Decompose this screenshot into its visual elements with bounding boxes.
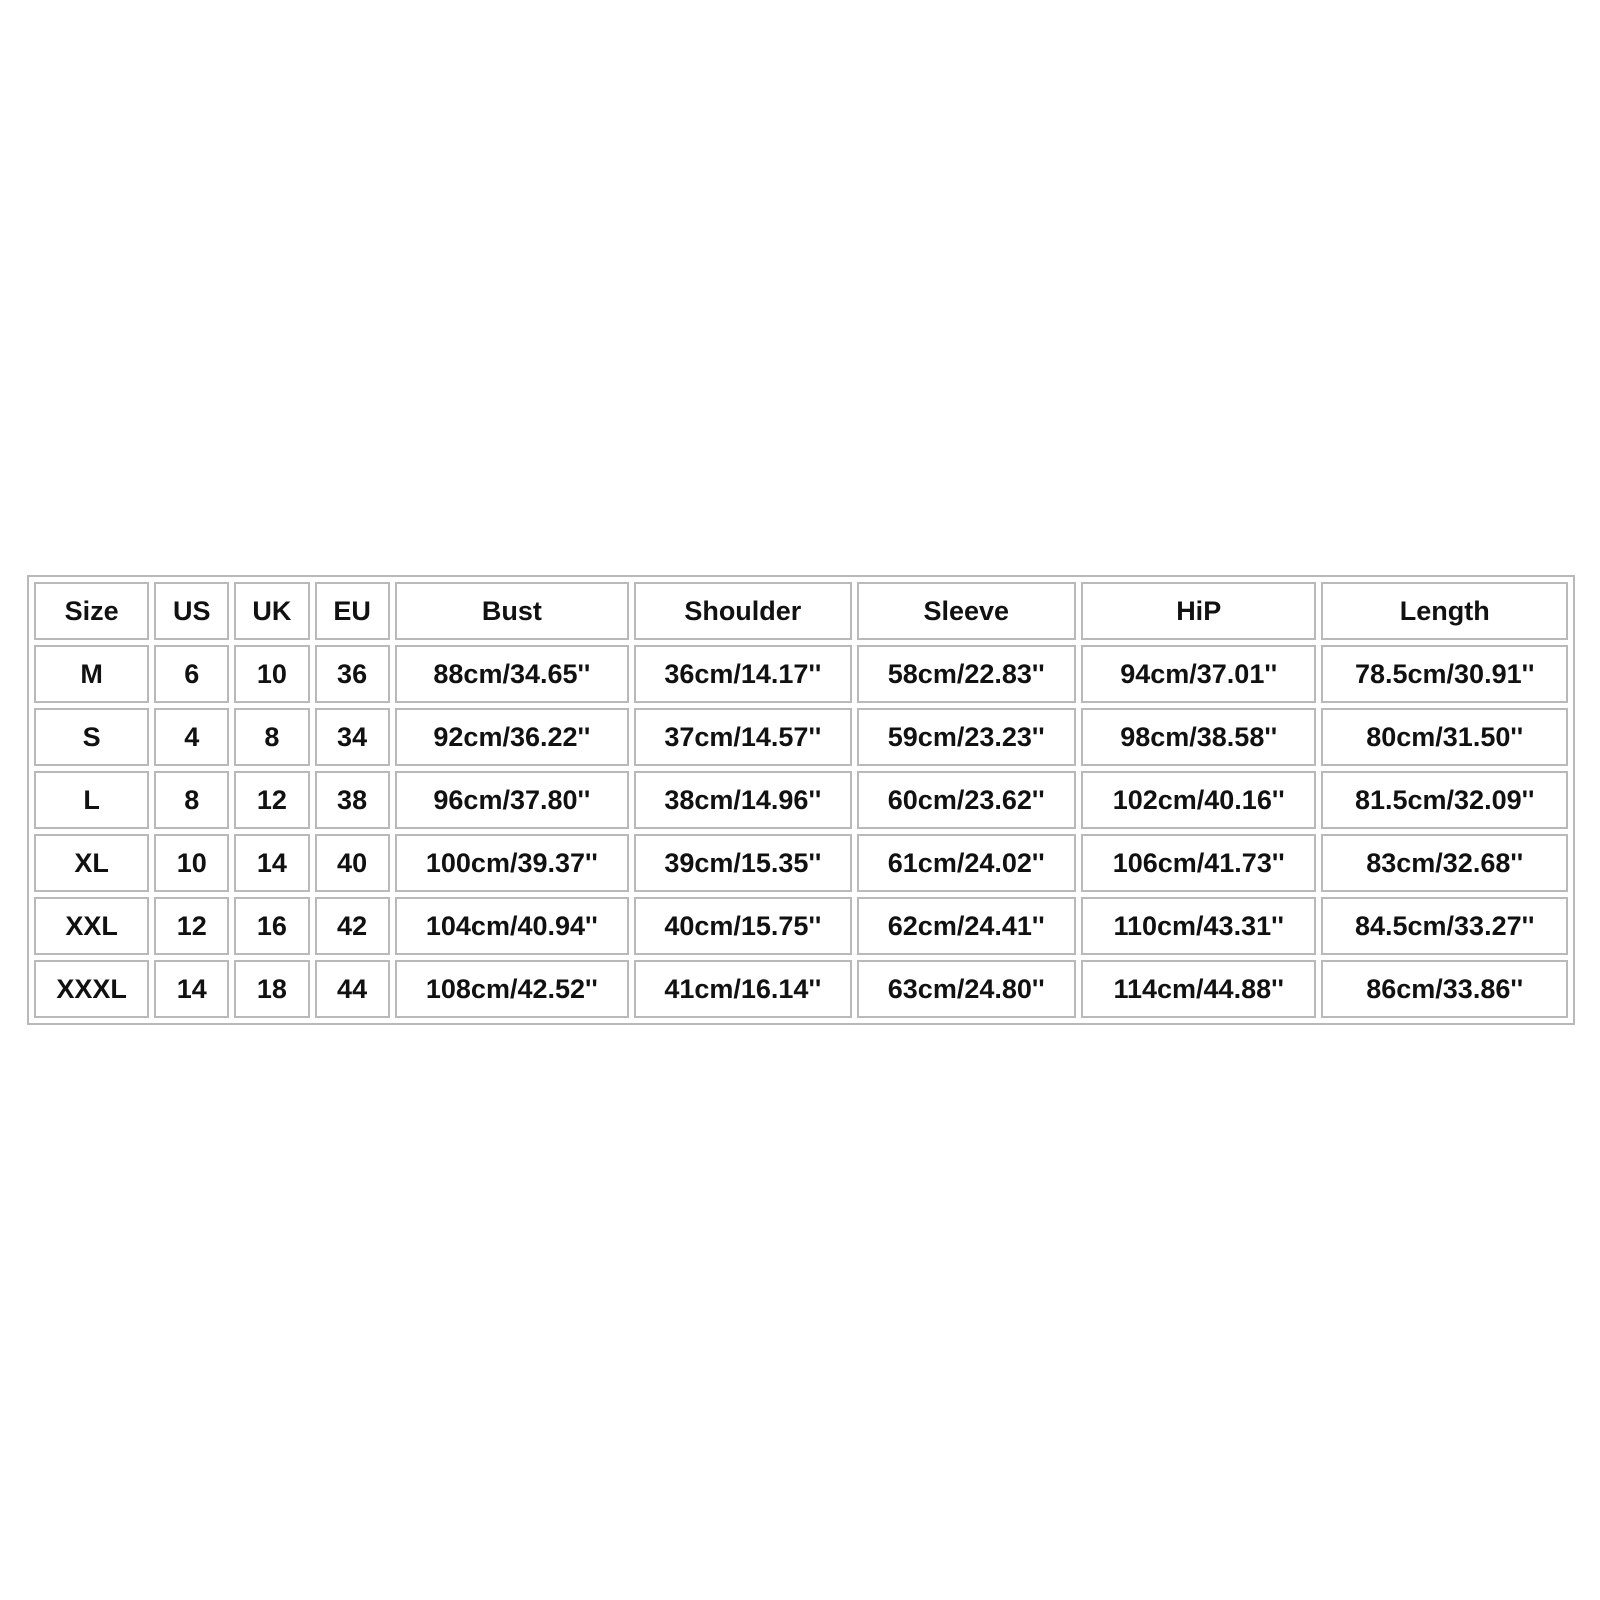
- cell-eu: 40: [315, 834, 390, 892]
- cell-us: 10: [154, 834, 229, 892]
- cell-bust: 104cm/40.94'': [395, 897, 629, 955]
- header-row: [34, 582, 1568, 640]
- header-bust: Bust: [395, 582, 629, 640]
- cell-length: 83cm/32.68'': [1321, 834, 1568, 892]
- cell-hip: 110cm/43.31'': [1081, 897, 1316, 955]
- cell-us: 6: [154, 645, 229, 703]
- cell-eu: 34: [315, 708, 390, 766]
- cell-eu: 42: [315, 897, 390, 955]
- header-size: Size: [34, 582, 149, 640]
- table-row: [34, 645, 1568, 703]
- table-row: [34, 960, 1568, 1018]
- table-row: [34, 834, 1568, 892]
- cell-sleeve: 59cm/23.23'': [857, 708, 1076, 766]
- cell-eu: 44: [315, 960, 390, 1018]
- cell-sleeve: 58cm/22.83'': [857, 645, 1076, 703]
- cell-shoulder: 38cm/14.96'': [634, 771, 851, 829]
- cell-bust: 92cm/36.22'': [395, 708, 629, 766]
- cell-length: 84.5cm/33.27'': [1321, 897, 1568, 955]
- cell-shoulder: 39cm/15.35'': [634, 834, 851, 892]
- header-hip: HiP: [1081, 582, 1316, 640]
- cell-sleeve: 63cm/24.80'': [857, 960, 1076, 1018]
- cell-shoulder: 40cm/15.75'': [634, 897, 851, 955]
- cell-hip: 114cm/44.88'': [1081, 960, 1316, 1018]
- cell-hip: 106cm/41.73'': [1081, 834, 1316, 892]
- cell-hip: 98cm/38.58'': [1081, 708, 1316, 766]
- header-sleeve: Sleeve: [857, 582, 1076, 640]
- table-row: [34, 708, 1568, 766]
- cell-uk: 18: [234, 960, 309, 1018]
- cell-sleeve: 62cm/24.41'': [857, 897, 1076, 955]
- table-row: [34, 897, 1568, 955]
- cell-eu: 38: [315, 771, 390, 829]
- cell-uk: 14: [234, 834, 309, 892]
- cell-hip: 94cm/37.01'': [1081, 645, 1316, 703]
- size-chart-table: [27, 575, 1575, 1025]
- cell-length: 81.5cm/32.09'': [1321, 771, 1568, 829]
- header-shoulder: Shoulder: [634, 582, 851, 640]
- cell-length: 80cm/31.50'': [1321, 708, 1568, 766]
- cell-bust: 100cm/39.37'': [395, 834, 629, 892]
- header-us: US: [154, 582, 229, 640]
- cell-length: 86cm/33.86'': [1321, 960, 1568, 1018]
- cell-bust: 108cm/42.52'': [395, 960, 629, 1018]
- cell-uk: 8: [234, 708, 309, 766]
- cell-us: 8: [154, 771, 229, 829]
- cell-size: XXL: [34, 897, 149, 955]
- cell-length: 78.5cm/30.91'': [1321, 645, 1568, 703]
- cell-us: 4: [154, 708, 229, 766]
- cell-size: S: [34, 708, 149, 766]
- cell-shoulder: 41cm/16.14'': [634, 960, 851, 1018]
- cell-size: XL: [34, 834, 149, 892]
- cell-sleeve: 61cm/24.02'': [857, 834, 1076, 892]
- cell-shoulder: 37cm/14.57'': [634, 708, 851, 766]
- cell-us: 12: [154, 897, 229, 955]
- cell-hip: 102cm/40.16'': [1081, 771, 1316, 829]
- cell-us: 14: [154, 960, 229, 1018]
- header-uk: UK: [234, 582, 309, 640]
- table-row: [34, 771, 1568, 829]
- cell-size: XXXL: [34, 960, 149, 1018]
- cell-size: L: [34, 771, 149, 829]
- header-length: Length: [1321, 582, 1568, 640]
- cell-bust: 96cm/37.80'': [395, 771, 629, 829]
- cell-eu: 36: [315, 645, 390, 703]
- cell-bust: 88cm/34.65'': [395, 645, 629, 703]
- cell-uk: 12: [234, 771, 309, 829]
- cell-shoulder: 36cm/14.17'': [634, 645, 851, 703]
- header-eu: EU: [315, 582, 390, 640]
- cell-sleeve: 60cm/23.62'': [857, 771, 1076, 829]
- cell-uk: 16: [234, 897, 309, 955]
- cell-size: M: [34, 645, 149, 703]
- cell-uk: 10: [234, 645, 309, 703]
